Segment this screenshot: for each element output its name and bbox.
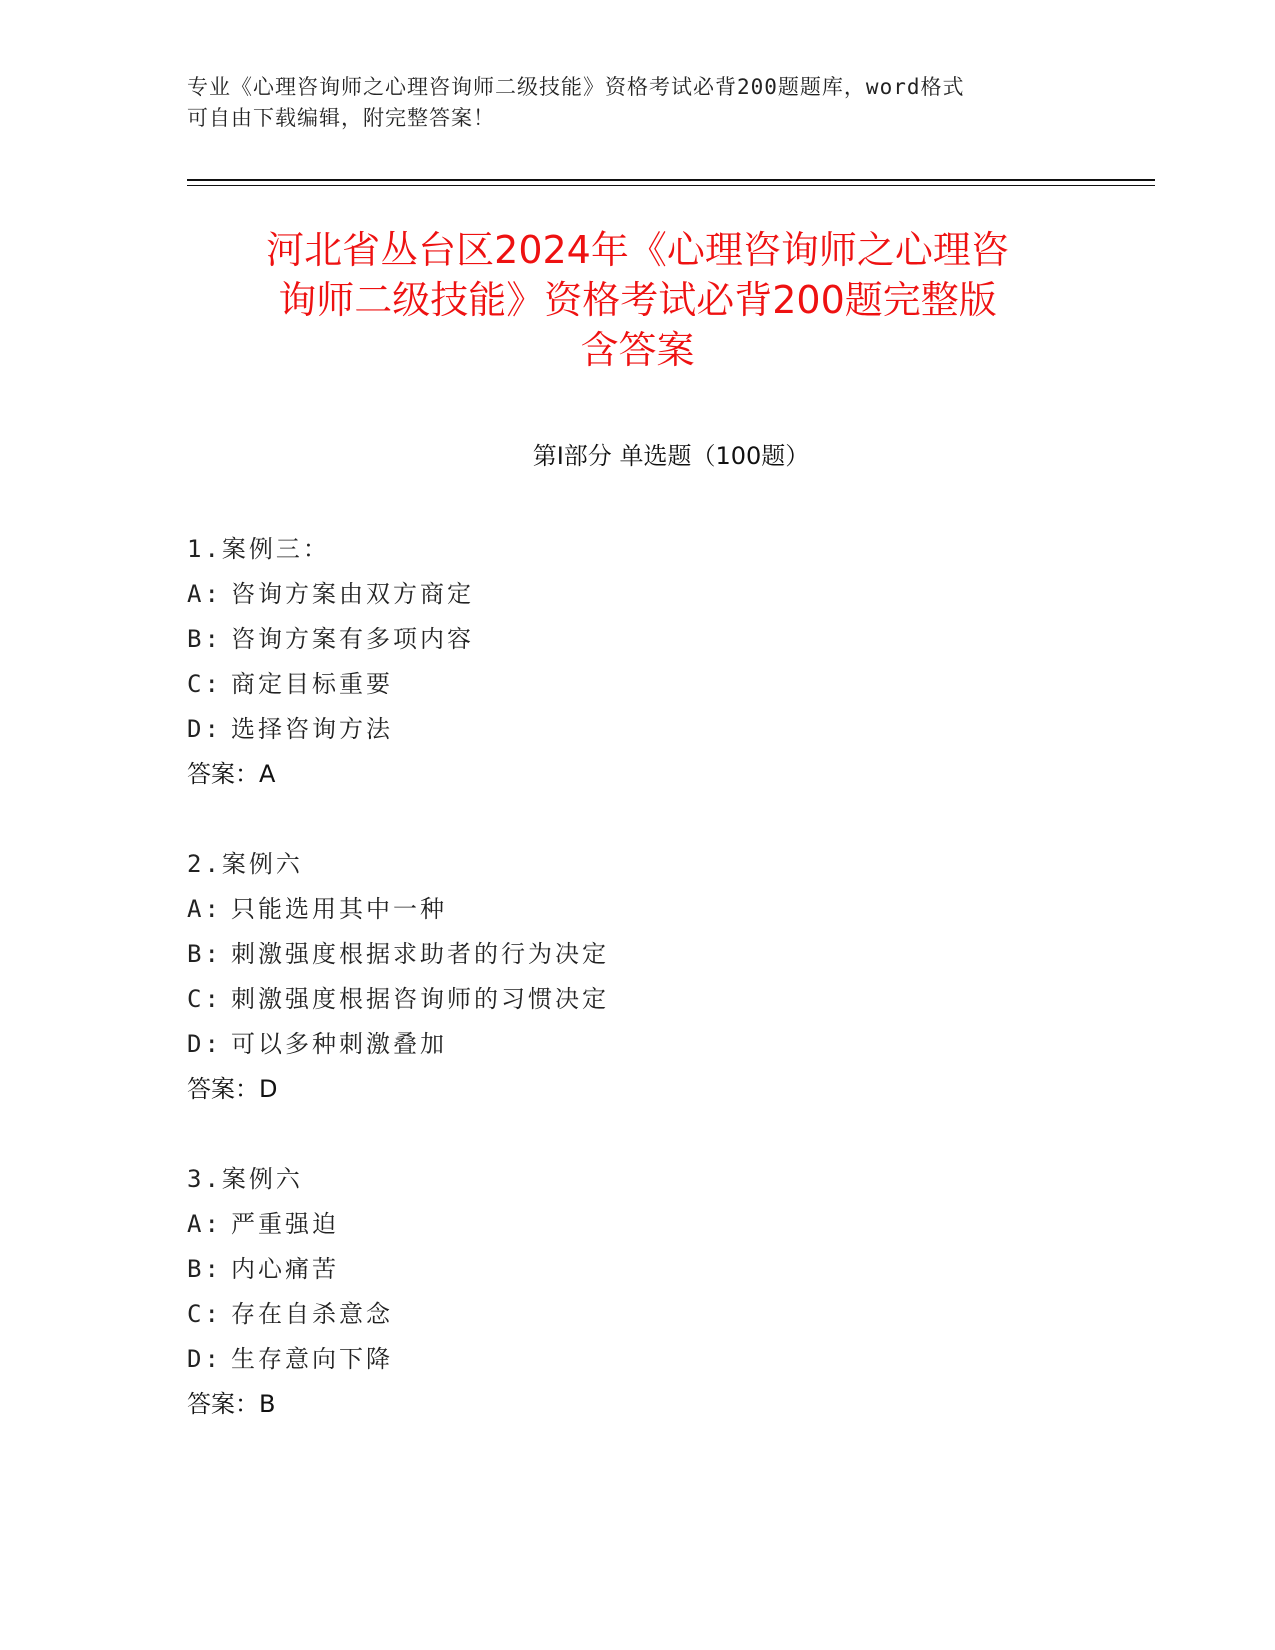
option-key: B: [187, 1255, 222, 1283]
option-c [187, 977, 1087, 1022]
option-a [187, 1202, 1087, 1247]
question-stem: 2.案例六 [187, 850, 303, 878]
option-c [187, 1292, 1087, 1337]
option-key: C: [187, 1300, 222, 1328]
header-divider-thin [187, 185, 1155, 186]
option-d [187, 1022, 1087, 1067]
option-text: 刺激强度根据咨询师的习惯决定 [231, 985, 609, 1013]
option-key: D: [187, 1030, 222, 1058]
answer-label: 答案： [187, 1075, 259, 1103]
question-2 [187, 842, 1087, 1112]
question-stem: 3.案例六 [187, 1165, 303, 1193]
option-b [187, 932, 1087, 977]
answer-label: 答案： [187, 760, 259, 788]
answer-line [187, 1067, 1087, 1112]
option-text: 可以多种刺激叠加 [231, 1030, 447, 1058]
option-text: 刺激强度根据求助者的行为决定 [231, 940, 609, 968]
answer-value: A [259, 760, 276, 788]
header-note-line-2: 可自由下载编辑，附完整答案！ [187, 106, 495, 130]
option-d [187, 707, 1087, 752]
option-text: 存在自杀意念 [231, 1300, 393, 1328]
answer-line [187, 1382, 1087, 1427]
header-divider-thick [187, 179, 1155, 181]
question-1 [187, 527, 1087, 797]
header-note [187, 72, 1067, 134]
option-key: C: [187, 985, 222, 1013]
header-note-line-1: 专业《心理咨询师之心理咨询师二级技能》资格考试必背200题题库，word格式 [187, 75, 965, 99]
option-d [187, 1337, 1087, 1382]
document-title-line-1: 河北省丛台区2024年《心理咨询师之心理咨 [266, 228, 1009, 272]
option-b [187, 617, 1087, 662]
option-text: 生存意向下降 [231, 1345, 393, 1373]
option-b [187, 1247, 1087, 1292]
answer-line [187, 752, 1087, 797]
option-key: A: [187, 895, 222, 923]
option-key: A: [187, 1210, 222, 1238]
option-text: 选择咨询方法 [231, 715, 393, 743]
option-key: B: [187, 940, 222, 968]
option-key: D: [187, 715, 222, 743]
option-text: 商定目标重要 [231, 670, 393, 698]
option-text: 咨询方案由双方商定 [231, 580, 474, 608]
option-c [187, 662, 1087, 707]
option-key: B: [187, 625, 222, 653]
option-text: 咨询方案有多项内容 [231, 625, 474, 653]
option-text: 内心痛苦 [231, 1255, 339, 1283]
option-a [187, 572, 1087, 617]
option-key: D: [187, 1345, 222, 1373]
option-a [187, 887, 1087, 932]
option-text: 只能选用其中一种 [231, 895, 447, 923]
document-title-line-2: 询师二级技能》资格考试必背200题完整版 [278, 278, 997, 322]
answer-value: B [259, 1390, 276, 1418]
answer-label: 答案： [187, 1390, 259, 1418]
document-title-line-3: 含答案 [580, 328, 695, 372]
question-list [187, 527, 1087, 1472]
option-text: 严重强迫 [231, 1210, 339, 1238]
option-key: C: [187, 670, 222, 698]
document-title [140, 225, 1135, 375]
option-key: A: [187, 580, 222, 608]
answer-value: D [259, 1075, 278, 1103]
question-stem: 1.案例三： [187, 535, 330, 563]
section-heading: 第Ⅰ部分 单选题（100题） [532, 442, 810, 470]
question-3 [187, 1157, 1087, 1427]
